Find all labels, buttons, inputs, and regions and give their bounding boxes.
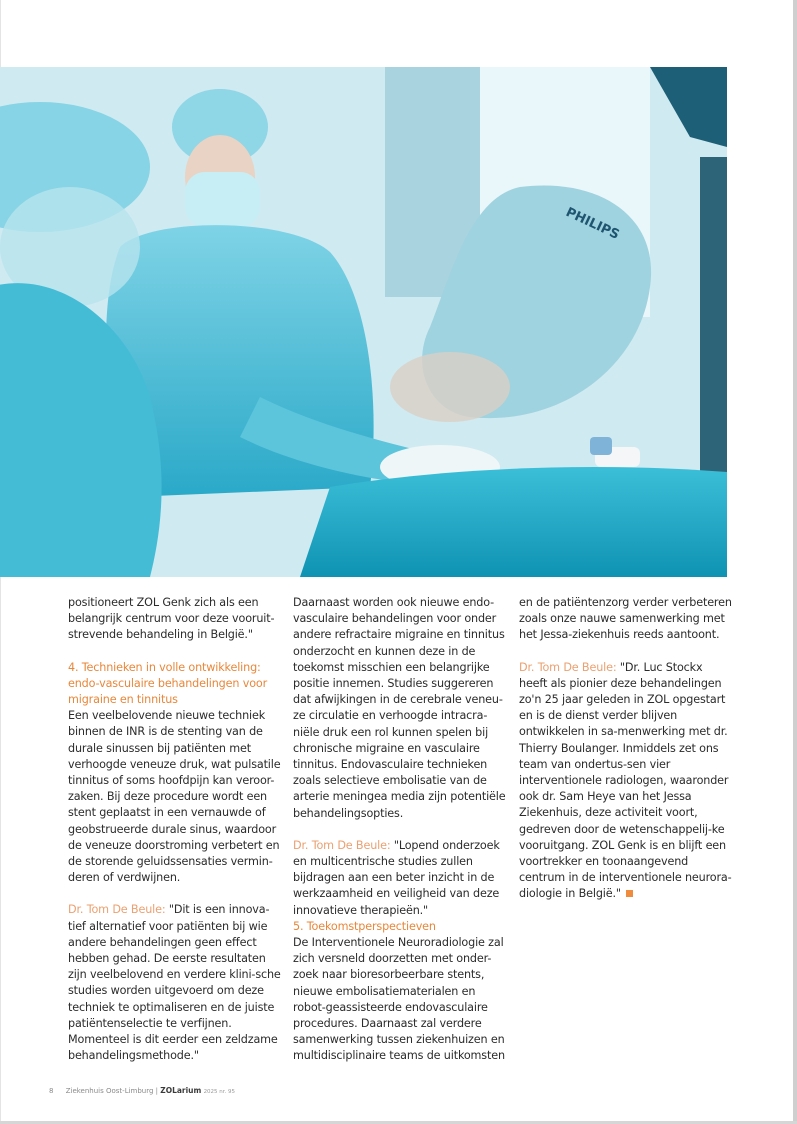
- article-column-1: [68, 595, 283, 1064]
- quote-speaker: Dr. Tom De Beule:: [519, 660, 617, 674]
- footer-magazine-name: ZOLarium: [160, 1086, 202, 1095]
- paragraph-intro: positioneert ZOL Genk zich als een belangrijk centrum voor deze vooruit-strevende behandeling in België.": [68, 596, 275, 642]
- quote-paragraph: [68, 902, 283, 1064]
- page-number: 8: [49, 1087, 54, 1095]
- article-column-3: [519, 595, 734, 903]
- page-edge-right: [793, 0, 797, 1124]
- article-end-square-icon: [626, 890, 633, 897]
- article-column-2: [293, 595, 508, 1065]
- paragraph-stenting: Een veelbelovende nieuwe techniek binnen de INR is de stenting van de durale sinussen bij patiënten met verhoogde veneuze druk, wat pulsatile tinnitus of soms hoofdpijn kan veroor-zaken. Bij deze procedure wordt een stent geplaatst in een vernauwde of geobstrueerde durale sinus, waardoor de veneuze doorstroming verbetert en de storende geluidssensaties vermin-deren of verdwijnen.: [68, 709, 281, 885]
- footer-issue: 2025 nr. 95: [203, 1089, 236, 1095]
- quote-paragraph: [519, 660, 734, 903]
- footer-publisher: Ziekenhuis Oost-Limburg |: [65, 1087, 161, 1095]
- page-footer: [49, 1086, 235, 1095]
- quote-speaker: Dr. Tom De Beule:: [68, 903, 166, 917]
- surgeons-photo-illustration: [0, 67, 727, 577]
- paragraph-future: De Interventionele Neuroradiologie zal zich versneld doorzetten met onder-zoek naar bioresorbeerbare stents, nieuwe embolisatiematerialen en robot-geassisteerde endovasculaire procedures. Daarnaast zal verdere samenwerking tussen ziekenhuizen en multidisciplinaire teams de uitkomsten: [293, 936, 505, 1063]
- section-heading-4: 4. Technieken in volle ontwikkeling: endo-vasculaire behandelingen voor migraine en tinnitus: [68, 660, 268, 707]
- article-photo: [0, 67, 727, 577]
- paragraph-continuation: en de patiëntenzorg verder verbeteren zoals onze nauwe samenwerking met het Jessa-ziekenhuis reeds aantoont.: [519, 596, 732, 642]
- quote-text: "Lopend onderzoek en multicentrische studies zullen bijdragen aan een beter inzicht in de werkzaamheid en veiligheid van deze innovatieve therapieën.": [293, 838, 500, 917]
- section-heading-5: 5. Toekomstperspectieven: [293, 919, 436, 933]
- quote-paragraph: [293, 838, 508, 919]
- quote-speaker: Dr. Tom De Beule:: [293, 838, 391, 852]
- quote-text: "Dit is een innova-tief alternatief voor patiënten bij wie andere behandelingen geen effect hebben gehad. De eerste resultaten zijn veelbelovend en verdere klini-sche studies worden uitgevoerd om deze techniek te optimaliseren en de juiste patiëntenselectie te verfijnen. Momenteel is dit eerder een zeldzame behandelingsmethode.": [68, 903, 281, 1063]
- philips-logo: PHILIPS: [563, 205, 622, 243]
- paragraph-endovascular: Daarnaast worden ook nieuwe endo-vasculaire behandelingen voor onder andere refractaire migraine en tinnitus onderzocht en kunnen deze in de toekomst misschien een belangrijke positie innemen. Studies suggereren dat afwijkingen in de cerebrale veneu-ze circulatie en verhoogde intracra-niële druk een rol kunnen spelen bij chronische migraine en vasculaire tinnitus. Endovasculaire technieken zoals selectieve embolisatie van de arterie meningea media zijn potentiële behandelingsopties.: [293, 596, 506, 820]
- quote-text: "Dr. Luc Stockx heeft als pionier deze behandelingen zo'n 25 jaar geleden in ZOL opgestart en is de dienst verder blijven ontwikkelen in sa-menwerking met dr. Thierry Boulanger. Inmiddels zet ons team van ondertus-sen vier interventionele radiologen, waaronder ook dr. Sam Heye van het Jessa Ziekenhuis, deze activiteit voort, gedreven door de wetenschappelij-ke vooruitgang. ZOL Genk is en blijft een voortrekker en toonaangevend centrum in de interventionele neurora-diologie in België.": [519, 660, 732, 901]
